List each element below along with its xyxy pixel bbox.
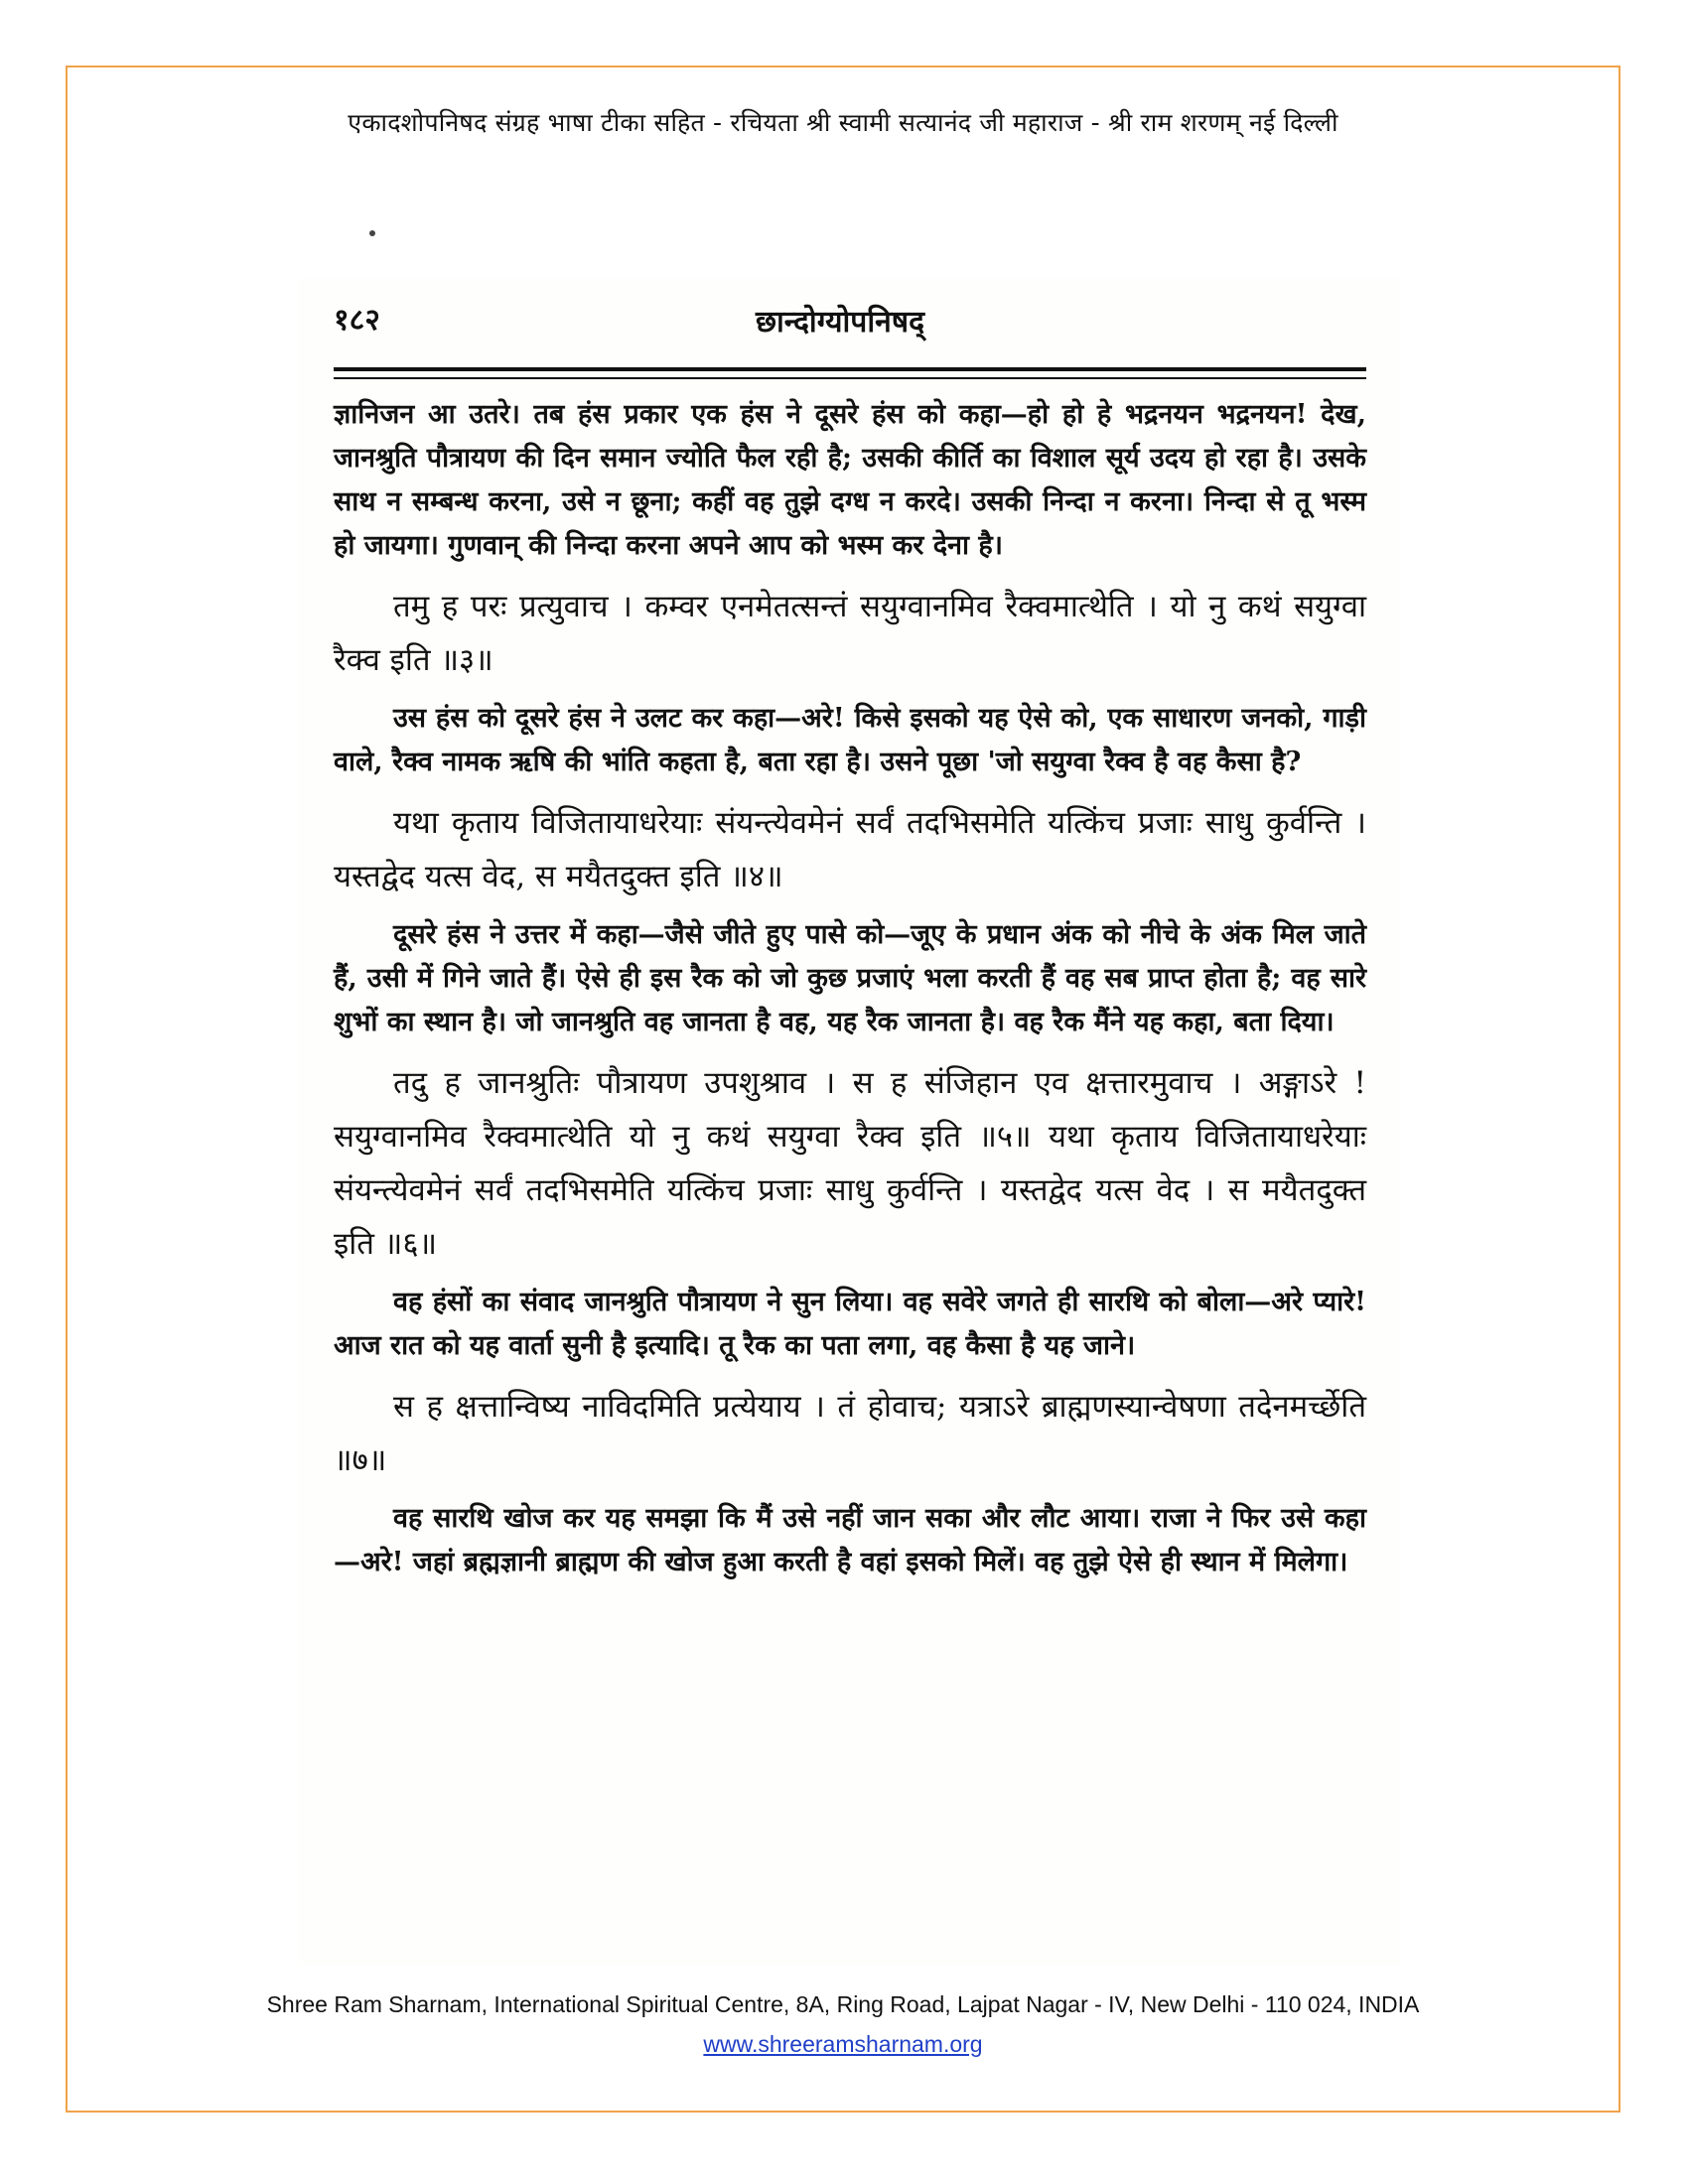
scanned-page — [298, 278, 1400, 1966]
page-title: छान्दोग्योपनिषद् — [755, 305, 925, 340]
page-number: १८२ — [334, 303, 380, 338]
prose-paragraph: दूसरे हंस ने उत्तर में कहा—जैसे जीते हुए पासे को—जूए के प्रधान अंक को नीचे के अंक मिल जाते हैं, उसी में गिने जाते हैं। ऐसे ही इस रैक को जो कुछ प्रजाएं भला करती हैं वह सब प्राप्त होता है; वह सारे शुभों का स्थान है। जो जानश्रुति वह जानता है वह, यह रैक जानता है। वह रैक मैंने यह कहा, बता दिया। — [334, 919, 1366, 1037]
footer-address: Shree Ram Sharnam, International Spiritual Centre, 8A, Ring Road, Lajpat Nagar - IV, New Delhi - 110 024, INDIA — [266, 1991, 1420, 2017]
sanskrit-verse: तदु ह जानश्रुतिः पौत्रायण उपशुश्राव । स ह संजिहान एव क्षत्तारमुवाच । अङ्गाऽरे ! सयुग्वानमिव रैक्वमात्थेति यो नु कथं सयुग्वा रैक्व इति ॥५॥ यथा कृताय विजितायाधरेयाः संयन्त्येवमेनं सर्वं तदभिसमेति यत्किंच प्रजाः साधु कुर्वन्ति । यस्तद्वेद यत्स वेद । स मयैतदुक्त इति ॥६॥ — [334, 1065, 1366, 1262]
header-rule-thin — [334, 377, 1366, 379]
running-head — [334, 298, 1346, 347]
page-content — [334, 393, 1366, 1596]
prose-paragraph: ज्ञानिजन आ उतरे। तब हंस प्रकार एक हंस ने दूसरे हंस को कहा—हो हो हे भद्रनयन भद्रनयन! देख, जानश्रुति पौत्रायण की दिन समान ज्योति फैल रही है; उसकी कीर्ति का विशाल सूर्य उदय हो रहा है। उसके साथ न सम्बन्ध करना, उसे न छूना; कहीं वह तुझे दग्ध न करदे। उसकी निन्दा न करना। निन्दा से तू भस्म हो जायगा। गुणवान् की निन्दा करना अपने आप को भस्म कर देना है। — [334, 399, 1366, 561]
document-header: एकादशोपनिषद संग्रह भाषा टीका सहित - रचियता श्री स्वामी सत्यानंद जी महाराज - श्री राम शरणम् नई दिल्ली — [348, 108, 1338, 137]
sanskrit-verse: तमु ह परः प्रत्युवाच । कम्वर एनमेतत्सन्तं सयुग्वानमिव रैक्वमात्थेति । यो नु कथं सयुग्वा रैक्व इति ॥३॥ — [334, 589, 1366, 678]
prose-paragraph: वह हंसों का संवाद जानश्रुति पौत्रायण ने सुन लिया। वह सवेरे जगते ही सारथि को बोला—अरे प्यारे! आज रात को यह वार्ता सुनी है इत्यादि। तू रैक का पता लगा, वह कैसा है यह जाने। — [334, 1287, 1366, 1361]
prose-paragraph: वह सारथि खोज कर यह समझा कि मैं उसे नहीं जान सका और लौट आया। राजा ने फिर उसे कहा—अरे! जहां ब्रह्मज्ञानी ब्राह्मण की खोज हुआ करती है वहां इसको मिलें। वह तुझे ऐसे ही स्थान में मिलेगा। — [334, 1503, 1366, 1577]
scan-speck — [369, 230, 375, 236]
sanskrit-verse: यथा कृताय विजितायाधरेयाः संयन्त्येवमेनं सर्वं तदभिसमेति यत्किंच प्रजाः साधु कुर्वन्ति । यस्तद्वेद यत्स वेद, स मयैतदुक्त इति ॥४॥ — [334, 805, 1366, 894]
header-rule — [334, 367, 1366, 371]
sanskrit-verse: स ह क्षत्तान्विष्य नाविदमिति प्रत्येयाय । तं होवाच; यत्राऽरे ब्राह्मणस्यान्वेषणा तदेनमर्च्छेति ॥७॥ — [334, 1389, 1366, 1478]
website-link[interactable]: www.shreeramsharnam.org — [703, 2031, 983, 2057]
footer-url-container — [66, 2031, 1620, 2058]
prose-paragraph: उस हंस को दूसरे हंस ने उलट कर कहा—अरे! किसे इसको यह ऐसे को, एक साधारण जनको, गाड़ी वाले, रैक्व नामक ऋषि की भांति कहता है, बता रहा है। उसने पूछा 'जो सयुग्वा रैक्व है वह कैसा है? — [334, 703, 1366, 777]
